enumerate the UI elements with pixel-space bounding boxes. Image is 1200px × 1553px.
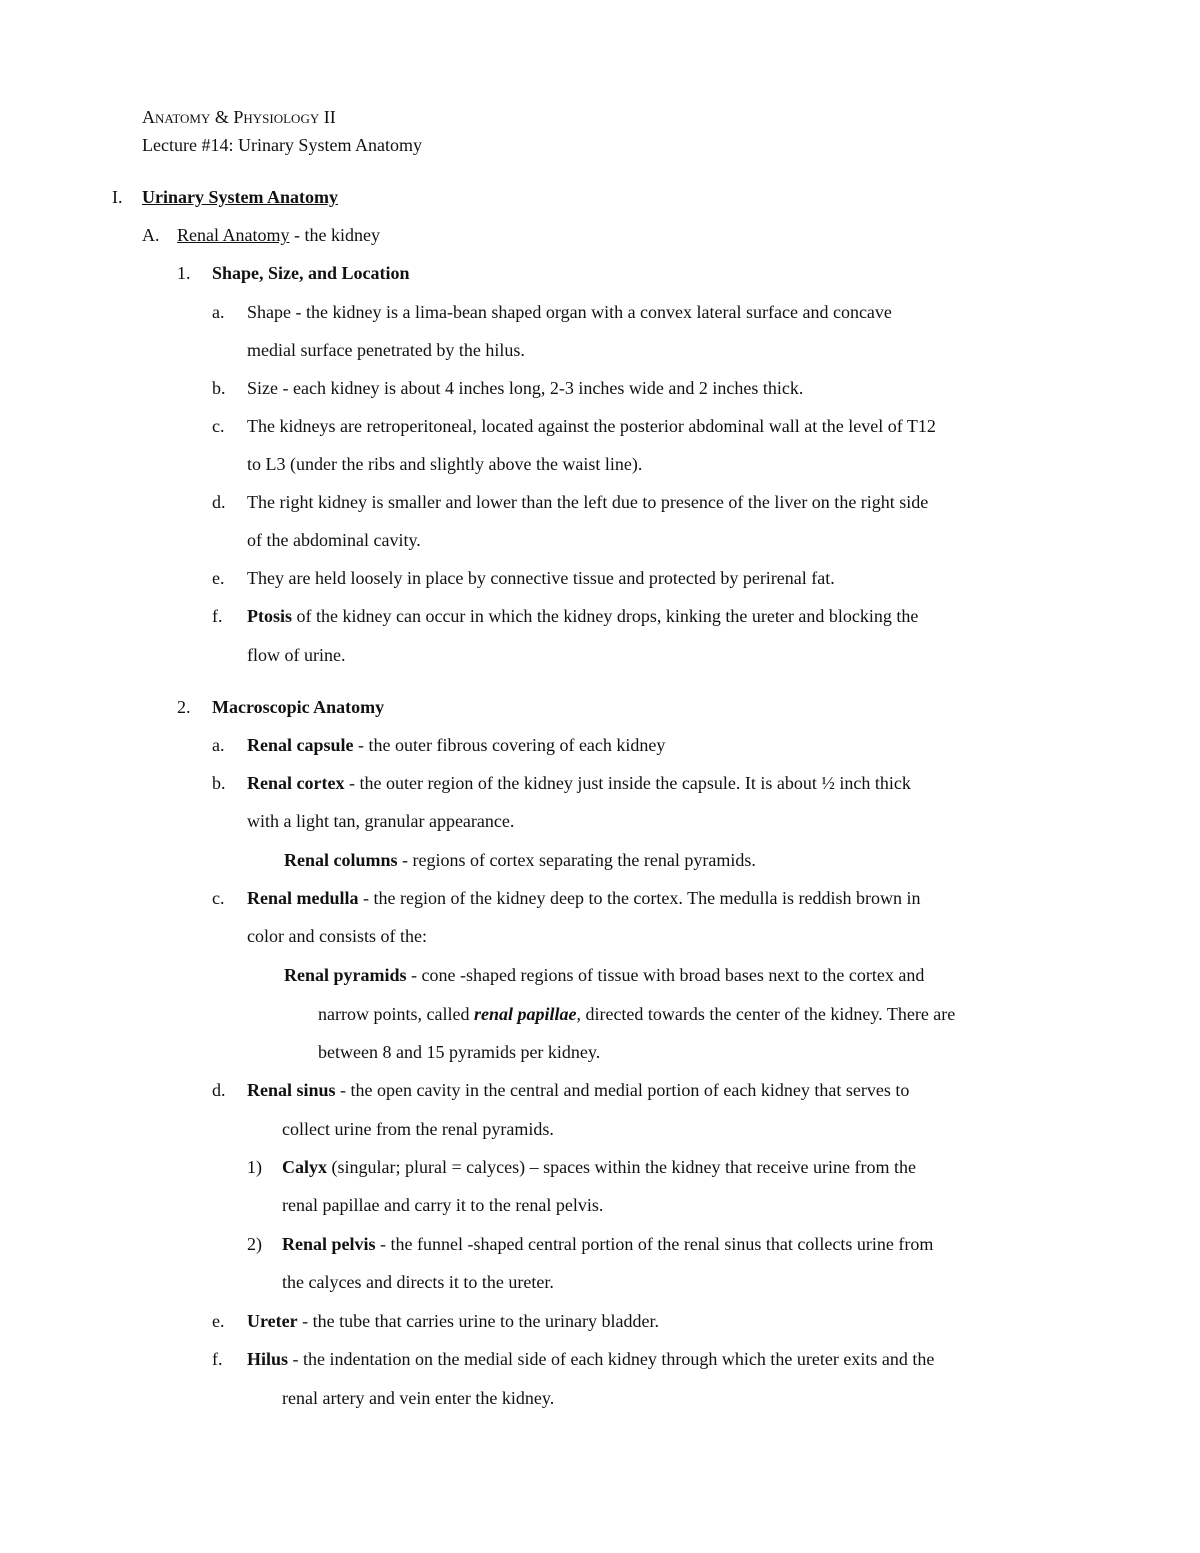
- sub2-f-line2: renal artery and vein enter the kidney.: [282, 1388, 555, 1408]
- sub2-a-marker: a.: [212, 735, 225, 755]
- sub2-marker: 2.: [177, 697, 191, 717]
- sub1-c-marker: c.: [212, 416, 225, 436]
- sub1-c-line1: The kidneys are retroperitoneal, located against the posterior abdominal wall at the level of T12: [247, 416, 936, 436]
- course-title: Anatomy & Physiology II: [142, 107, 336, 127]
- sub1-e-marker: e.: [212, 568, 225, 588]
- sub1-f-line1: Ptosis of the kidney can occur in which the kidney drops, kinking the ureter and blocking the: [247, 606, 919, 626]
- sub2-d-line2: collect urine from the renal pyramids.: [282, 1119, 554, 1139]
- sub1-a-line1: Shape - the kidney is a lima-bean shaped organ with a convex lateral surface and concave: [247, 302, 892, 322]
- sub1-a-marker: a.: [212, 302, 225, 322]
- sub2-c-line2: color and consists of the:: [247, 926, 427, 946]
- sub2-d-i1-marker: 1): [247, 1157, 262, 1177]
- sub1-f-line2: flow of urine.: [247, 645, 346, 665]
- sub2-d-line1: Renal sinus - the open cavity in the central and medial portion of each kidney that serves to: [247, 1080, 910, 1100]
- sub2-d-i1-line1: Calyx (singular; plural = calyces) – spaces within the kidney that receive urine from the: [282, 1157, 916, 1177]
- sub1-a-line2: medial surface penetrated by the hilus.: [247, 340, 525, 360]
- sub2-c-line1: Renal medulla - the region of the kidney deep to the cortex. The medulla is reddish brown in: [247, 888, 921, 908]
- sub1-d-line1: The right kidney is smaller and lower than the left due to presence of the liver on the right side: [247, 492, 929, 512]
- section-A-heading: Renal Anatomy - the kidney: [177, 225, 380, 245]
- sub2-b-line2: with a light tan, granular appearance.: [247, 811, 515, 831]
- lecture-title: Lecture #14: Urinary System Anatomy: [142, 135, 422, 155]
- sub2-c-marker: c.: [212, 888, 225, 908]
- sub1-b-marker: b.: [212, 378, 226, 398]
- section-I-title: Urinary System Anatomy: [142, 187, 338, 207]
- sub2-c-subitem-line3: between 8 and 15 pyramids per kidney.: [318, 1042, 601, 1062]
- sub2-e-line1: Ureter - the tube that carries urine to the urinary bladder.: [247, 1311, 659, 1331]
- sub1-d-marker: d.: [212, 492, 226, 512]
- sub2-d-marker: d.: [212, 1080, 226, 1100]
- sub2-e-marker: e.: [212, 1311, 225, 1331]
- section-I-marker: I.: [112, 187, 123, 207]
- sub1-title: Shape, Size, and Location: [212, 263, 410, 283]
- sub2-d-i2-line2: the calyces and directs it to the ureter.: [282, 1272, 554, 1292]
- sub2-d-i2-marker: 2): [247, 1234, 262, 1254]
- sub1-c-line2: to L3 (under the ribs and slightly above the waist line).: [247, 454, 643, 474]
- sub1-e-line1: They are held loosely in place by connective tissue and protected by perirenal fat.: [247, 568, 835, 588]
- section-A-marker: A.: [142, 225, 160, 245]
- sub1-d-line2: of the abdominal cavity.: [247, 530, 421, 550]
- sub2-c-subitem-line1: Renal pyramids - cone -shaped regions of tissue with broad bases next to the cortex and: [284, 965, 925, 985]
- sub2-a-line1: Renal capsule - the outer fibrous covering of each kidney: [247, 735, 666, 755]
- sub2-c-subitem-line2: narrow points, called renal papillae, directed towards the center of the kidney. There are: [318, 1004, 956, 1024]
- sub2-f-marker: f.: [212, 1349, 223, 1369]
- sub1-b-line1: Size - each kidney is about 4 inches long, 2-3 inches wide and 2 inches thick.: [247, 378, 804, 398]
- sub2-b-marker: b.: [212, 773, 226, 793]
- sub2-f-line1: Hilus - the indentation on the medial side of each kidney through which the ureter exits and the: [247, 1349, 935, 1369]
- sub1-f-marker: f.: [212, 606, 223, 626]
- sub2-d-i1-line2: renal papillae and carry it to the renal pelvis.: [282, 1195, 604, 1215]
- sub2-title: Macroscopic Anatomy: [212, 697, 385, 717]
- sub1-marker: 1.: [177, 263, 191, 283]
- sub2-b-subitem: Renal columns - regions of cortex separating the renal pyramids.: [284, 850, 756, 870]
- sub2-d-i2-line1: Renal pelvis - the funnel -shaped central portion of the renal sinus that collects urine from: [282, 1234, 934, 1254]
- sub2-b-line1: Renal cortex - the outer region of the kidney just inside the capsule. It is about ½ inch thick: [247, 773, 911, 793]
